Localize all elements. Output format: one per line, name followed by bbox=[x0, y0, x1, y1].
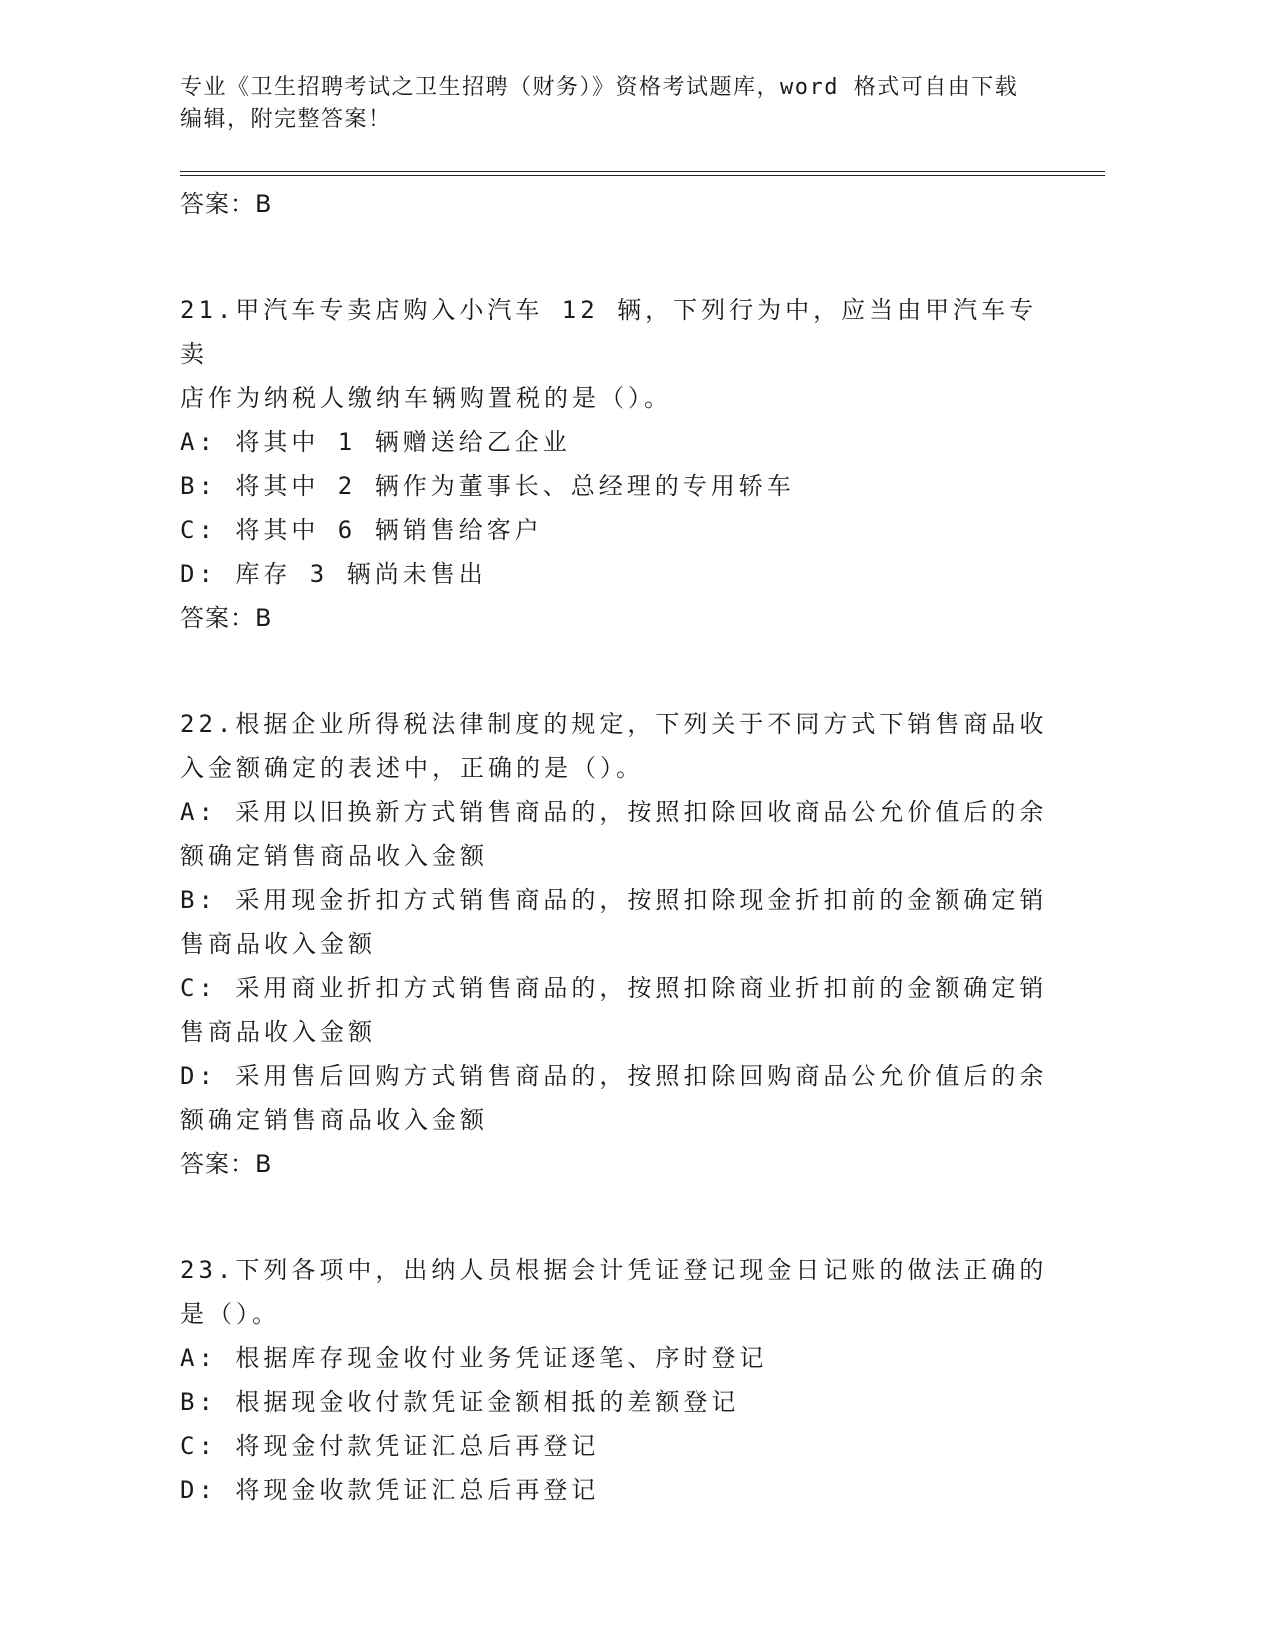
header-line-1: 专业《卫生招聘考试之卫生招聘（财务）》资格考试题库，word 格式可自由下载 bbox=[180, 75, 1019, 100]
header-line-2: 编辑，附完整答案！ bbox=[180, 107, 392, 132]
header-divider bbox=[180, 171, 1105, 172]
option-a-cont: 额确定销售商品收入金额 bbox=[180, 842, 488, 870]
option-b-cont: 售商品收入金额 bbox=[180, 930, 376, 958]
option-a: A: 将其中 1 辆赠送给乙企业 bbox=[180, 428, 571, 456]
option-c-cont: 售商品收入金额 bbox=[180, 1018, 376, 1046]
option-b: B: 采用现金折扣方式销售商品的，按照扣除现金折扣前的金额确定销 bbox=[180, 886, 1048, 914]
answer-line: 答案：B bbox=[180, 1150, 273, 1178]
question-21 bbox=[180, 288, 1060, 640]
option-c: C: 采用商业折扣方式销售商品的，按照扣除商业折扣前的金额确定销 bbox=[180, 974, 1048, 1002]
option-b: B: 根据现金收付款凭证金额相抵的差额登记 bbox=[180, 1388, 740, 1416]
option-c: C: 将现金付款凭证汇总后再登记 bbox=[180, 1432, 600, 1460]
option-b: B: 将其中 2 辆作为董事长、总经理的专用轿车 bbox=[180, 472, 795, 500]
option-d: D: 将现金收款凭证汇总后再登记 bbox=[180, 1476, 600, 1504]
option-d-cont: 额确定销售商品收入金额 bbox=[180, 1106, 488, 1134]
answer-line: 答案：B bbox=[180, 190, 273, 218]
question-22 bbox=[180, 702, 1060, 1186]
option-d: D: 库存 3 辆尚未售出 bbox=[180, 560, 487, 588]
question-text-cont: 是（）。 bbox=[180, 1300, 280, 1328]
question-text-cont: 店作为纳税人缴纳车辆购置税的是（）。 bbox=[180, 384, 672, 412]
document-header bbox=[180, 72, 1050, 136]
question-23 bbox=[180, 1248, 1060, 1512]
question-text-cont: 入金额确定的表述中，正确的是（）。 bbox=[180, 754, 644, 782]
question-text: 21.甲汽车专卖店购入小汽车 12 辆，下列行为中，应当由甲汽车专卖 bbox=[180, 296, 1038, 368]
option-a: A: 采用以旧换新方式销售商品的，按照扣除回收商品公允价值后的余 bbox=[180, 798, 1048, 826]
question-text: 22.根据企业所得税法律制度的规定，下列关于不同方式下销售商品收 bbox=[180, 710, 1048, 738]
option-d: D: 采用售后回购方式销售商品的，按照扣除回购商品公允价值后的余 bbox=[180, 1062, 1048, 1090]
option-a: A: 根据库存现金收付业务凭证逐笔、序时登记 bbox=[180, 1344, 768, 1372]
header-divider-thick bbox=[180, 175, 1105, 176]
option-c: C: 将其中 6 辆销售给客户 bbox=[180, 516, 543, 544]
question-list bbox=[180, 182, 1060, 1512]
question-text: 23.下列各项中，出纳人员根据会计凭证登记现金日记账的做法正确的 bbox=[180, 1256, 1048, 1284]
answer-line: 答案：B bbox=[180, 604, 273, 632]
